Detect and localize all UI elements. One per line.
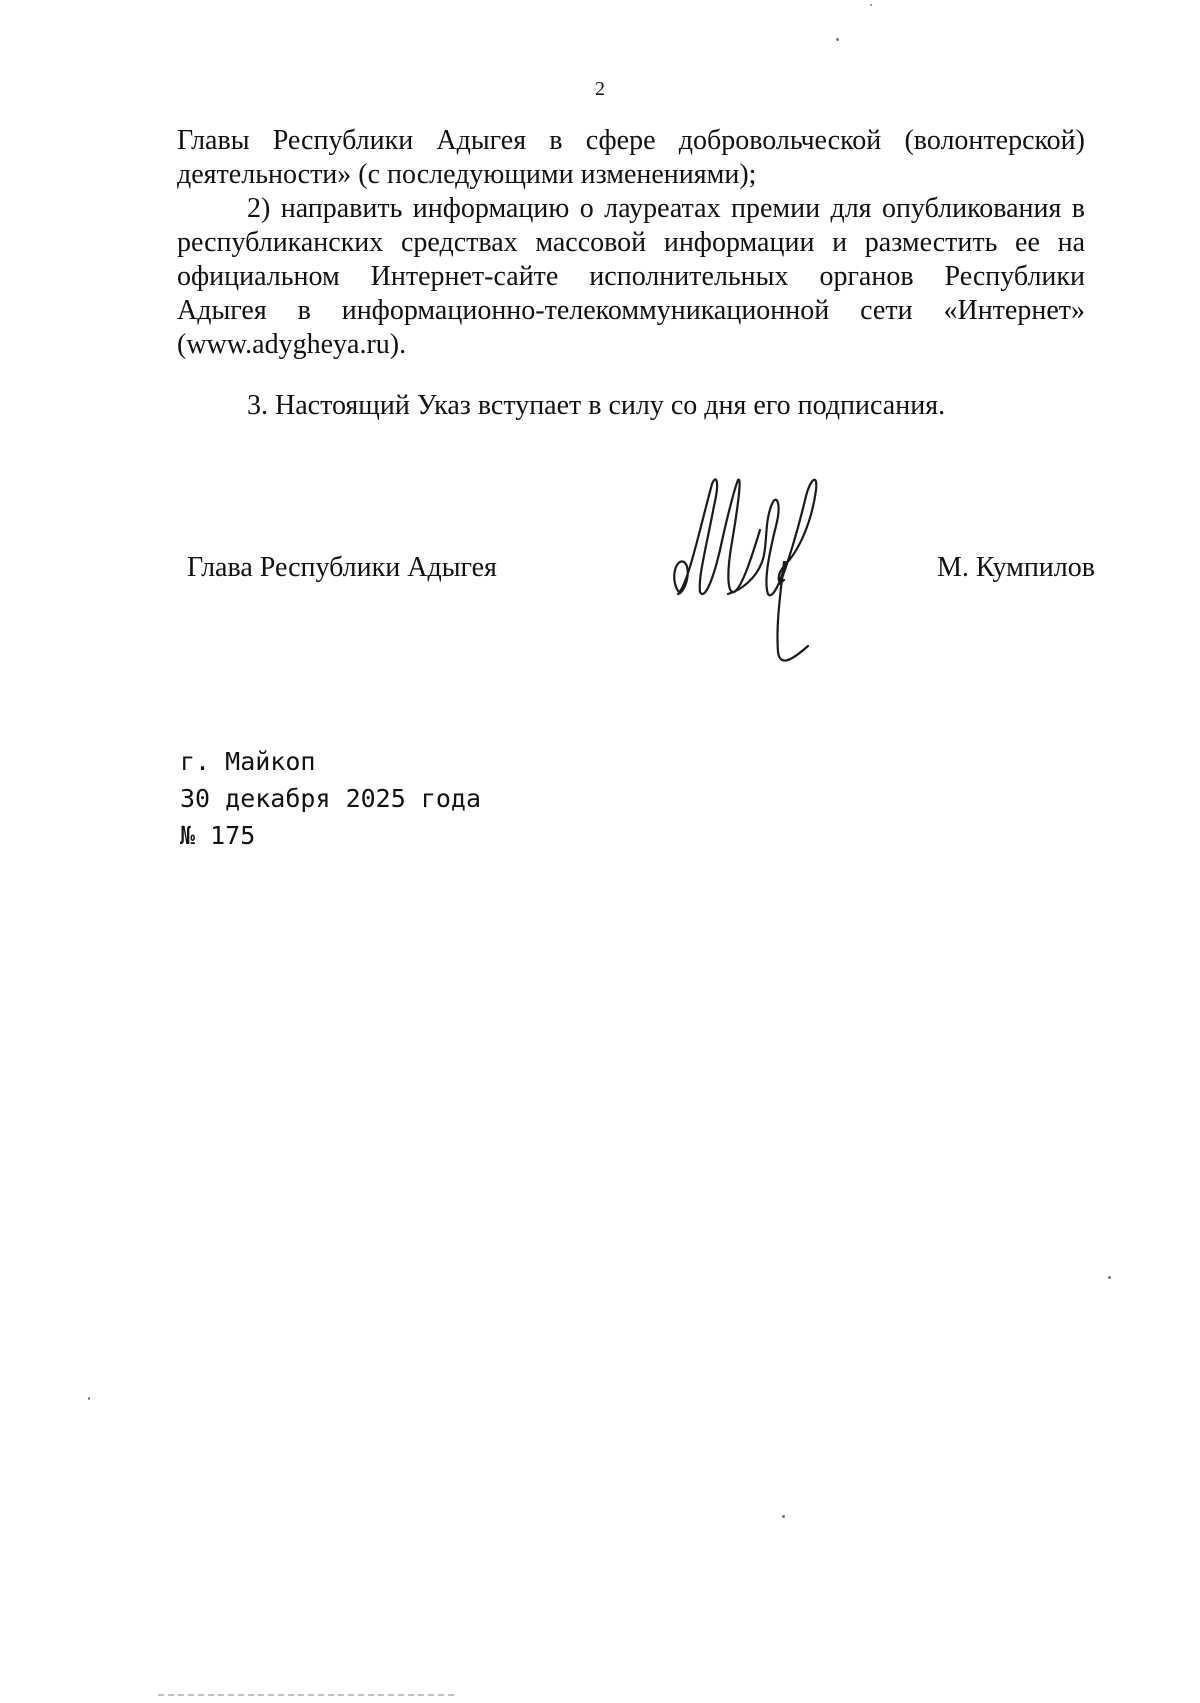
scan-speck: [782, 1515, 785, 1518]
scan-speck: [88, 1397, 90, 1400]
handwritten-signature: [668, 466, 838, 686]
scan-speck: [836, 38, 839, 41]
signatory-name: М. Кумпилов: [937, 552, 1095, 583]
signatory-position: Глава Республики Адыгея: [187, 552, 497, 583]
scan-speck: [1108, 1276, 1111, 1279]
scan-speck: [870, 4, 872, 6]
document-footer: [180, 743, 481, 854]
paragraph-continued: Главы Республики Адыгея в сфере добровольческой (волонтерской) деятельности» (с последующими изменениями);: [177, 125, 1085, 190]
footer-date: 30 декабря 2025 года: [180, 784, 482, 813]
page-number: 2: [595, 78, 605, 100]
footer-number: № 175: [180, 821, 256, 850]
paragraph-item-3: 3. Настоящий Указ вступает в силу со дня его подписания.: [247, 390, 946, 421]
paragraph-item-2: 2) направить информацию о лауреатах премии для опубликования в республиканских средствах массовой информации и разместить ее на официальном Интернет-сайте исполнительных органов Республики Адыгея в информационно-телекоммуникационной сети «Интернет» (www.adygheya.ru).: [177, 193, 1085, 360]
scan-edge-line: [158, 1694, 458, 1696]
footer-city: г. Майкоп: [180, 747, 316, 776]
